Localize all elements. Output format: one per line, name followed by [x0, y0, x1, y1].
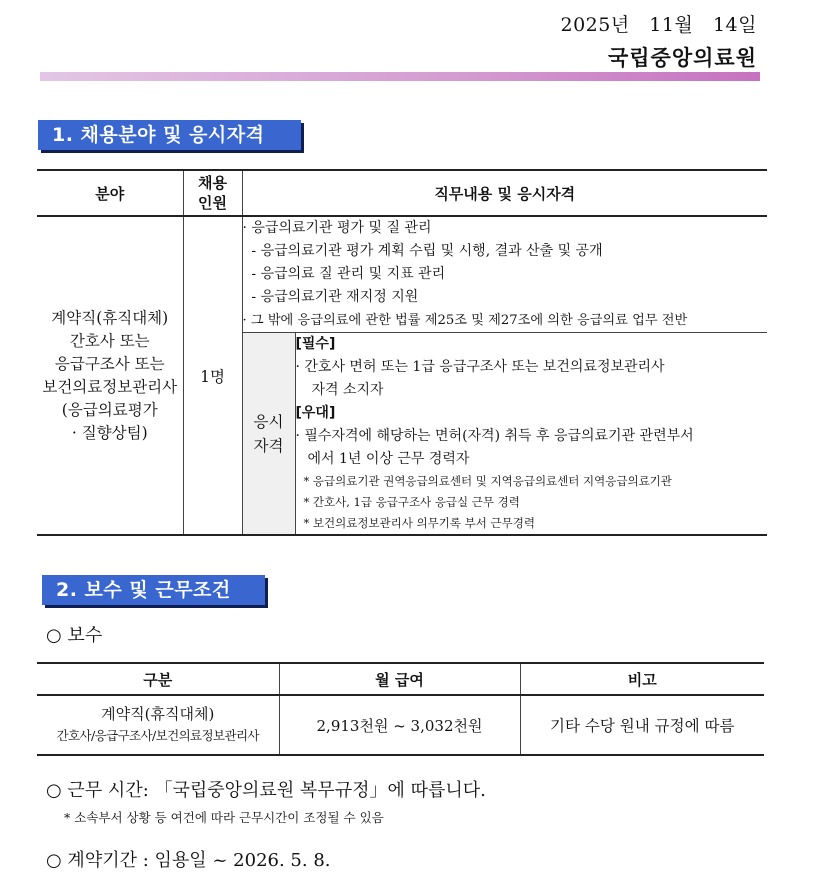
document-date: 2025년 11월 14일	[560, 14, 757, 36]
pay-col-remark: 비고	[520, 663, 764, 695]
work-hours: ○ 근무 시간: 「국립중앙의료원 복무규정」에 따릅니다.	[46, 780, 486, 801]
preferred-line-2: 에서 1년 이상 근무 경력자	[307, 451, 470, 467]
pay-col-salary: 월 급여	[279, 663, 520, 695]
field-line: 보건의료정보관리사	[42, 377, 178, 396]
duty-item: · 그 밖에 응급의료에 관한 법률 제25조 및 제27조에 의한 응급의료 업무 전반	[242, 313, 688, 328]
preferred-line-1: · 필수자격에 해당하는 면허(자격) 취득 후 응급의료기관 관련부서	[295, 428, 694, 444]
pay-category-line-2: 간호사/응급구조사/보건의료정보관리사	[56, 728, 259, 743]
preferred-note: * 보건의료정보관리사 의무기록 부서 근무경력	[303, 516, 535, 530]
col-field-header: 분야	[37, 170, 183, 216]
field-line: 간호사 또는	[69, 331, 150, 350]
required-line-2: 자격 소지자	[311, 382, 384, 398]
duty-item: · 응급의료기관 평가 및 질 관리	[242, 220, 432, 236]
field-cell	[37, 216, 183, 535]
header-divider-bar	[40, 72, 760, 81]
col-duty-header: 직무내용 및 응시자격	[242, 170, 767, 216]
preferred-note: * 응급의료기관 권역응급의료센터 및 지역응급의료센터 지역응급의료기관	[303, 474, 672, 488]
salary-value: 2,913천원 ~ 3,032천원	[279, 695, 520, 755]
organization-name: 국립중앙의료원	[607, 46, 757, 70]
work-hours-note: * 소속부서 상황 등 여건에 따라 근무시간이 조정될 수 있음	[64, 810, 384, 825]
field-line: 계약직(휴직대체)	[51, 308, 169, 327]
preferred-note: * 간호사, 1급 응급구조사 응급실 근무 경력	[303, 495, 520, 509]
pay-category-cell	[37, 695, 279, 755]
field-line: · 질향상팀)	[71, 423, 148, 442]
col-count-header	[183, 170, 242, 216]
field-line: (응급의료평가	[61, 400, 158, 419]
qualification-header-l1: 응시	[253, 412, 284, 431]
col-count-header-l2: 인원	[198, 194, 227, 212]
hire-count: 1명	[183, 216, 242, 535]
required-heading: [필수]	[295, 336, 336, 352]
preferred-heading: [우대]	[295, 405, 336, 421]
duty-item: - 응급의료 질 관리 및 지표 관리	[242, 266, 446, 282]
recruitment-table	[37, 169, 767, 536]
duty-item: - 응급의료기관 재지정 지원	[242, 289, 419, 305]
required-line-1: · 간호사 면허 또는 1급 응급구조사 또는 보건의료정보관리사	[295, 359, 665, 375]
qualification-header-l2: 자격	[253, 436, 284, 455]
col-count-header-l1: 채용	[198, 174, 227, 192]
field-line: 응급구조사 또는	[54, 354, 165, 373]
pay-table	[37, 662, 764, 756]
section-2-title: 2. 보수 및 근무조건	[42, 575, 265, 605]
duty-cell	[242, 216, 767, 333]
duty-item: - 응급의료기관 평가 계획 수립 및 시행, 결과 산출 및 공개	[242, 243, 603, 259]
contract-period: ○ 계약기간 : 임용일 ~ 2026. 5. 8.	[46, 850, 331, 871]
pay-category-line-1: 계약직(휴직대체)	[101, 705, 215, 723]
qualification-header	[242, 333, 295, 536]
qualification-cell	[295, 333, 767, 536]
pay-remark: 기타 수당 원내 규정에 따름	[520, 695, 764, 755]
pay-col-category: 구분	[37, 663, 279, 695]
section-1-title: 1. 채용분야 및 응시자격	[38, 120, 301, 150]
pay-label: ○ 보수	[46, 625, 103, 646]
